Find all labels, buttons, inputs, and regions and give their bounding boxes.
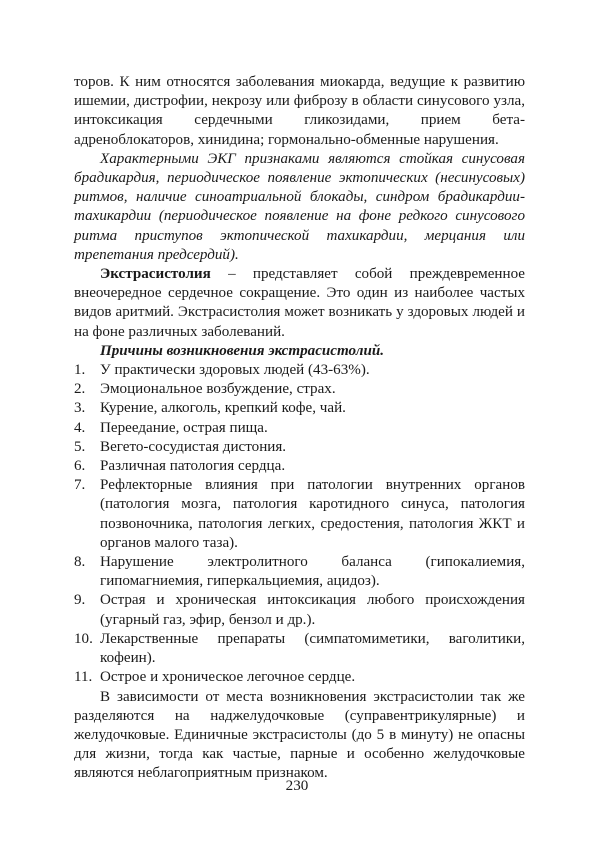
list-item-number: 4. — [74, 419, 86, 436]
definition-text: – представляет собой преждевременное внеочередное сердечное сокращение. Это один из наиболее частых видов аритмий. Экстрасистолия может возникать у здоровых людей и на фоне различных заболеваний. — [74, 266, 525, 340]
list-item-text: Курение, алкоголь, крепкий кофе, чай. — [100, 400, 346, 417]
list-item — [74, 668, 525, 687]
list-item-text: Острое и хроническое легочное сердце. — [100, 669, 356, 686]
list-item — [74, 419, 525, 438]
term-extrasystole: Экстрасистолия — [100, 266, 211, 283]
list-item — [74, 476, 525, 553]
list-item-text: Переедание, острая пища. — [100, 419, 268, 436]
list-item-number: 8. — [74, 554, 86, 571]
list-item-number: 7. — [74, 477, 86, 494]
list-item-text: У практически здоровых людей (43-63%). — [100, 362, 370, 379]
list-item — [74, 438, 525, 457]
list-item — [74, 553, 525, 591]
list-item-text: Лекарственные препараты (симпатомиметики, ваголитики, кофеин). — [100, 630, 525, 667]
section-heading-causes: Причины возникновения экстрасистолий. — [100, 342, 385, 359]
paragraph-classification: В зависимости от места возникновения экстрасистолии так же разделяются на наджелудочковые (суправентрикулярные) и желудочковые. Единичные экстрасистолы (до 5 в минуту) не опасны для жизни, тогда как частые, парные и особенно желудочковые являются неблагоприятным признаком. — [74, 688, 525, 782]
page-number: 230 — [285, 778, 309, 794]
list-item — [74, 399, 525, 418]
paragraph-extrasystole-definition — [74, 265, 525, 342]
list-item-number: 1. — [74, 362, 86, 379]
paragraph-ecg-signs: Характерными ЭКГ признаками являются стойкая синусовая брадикардия, периодическое появление эктопических (несинусовых) ритмов, наличие синоатриальной блокады, синдром брадикардии-тахикардии (периодическое появление на фоне редкого синусового ритма приступов эктопической тахикардии, мерцания или трепетания предсердий). — [74, 150, 525, 263]
list-item-number: 5. — [74, 438, 86, 455]
list-item-text: Нарушение электролитного баланса (гипокалиемия, гипомагниемия, гиперкальциемия, ацидоз). — [100, 554, 525, 590]
list-item-number: 9. — [74, 592, 86, 609]
list-item-text: Рефлекторные влияния при патологии внутренних органов (патология мозга, патология каротидного синуса, патология позвоночника, патология легких, средостения, патология ЖКТ и органов малого таза). — [100, 477, 525, 551]
list-item-text: Острая и хроническая интоксикация любого происхождения (угарный газ, эфир, бензол и др.). — [100, 592, 525, 628]
list-item-text: Вегето-сосудистая дистония. — [100, 438, 287, 455]
list-item — [74, 380, 525, 399]
list-item-number: 11. — [74, 669, 93, 686]
list-item — [74, 457, 525, 476]
page-body — [74, 73, 525, 784]
list-item — [74, 361, 525, 380]
list-item — [74, 630, 525, 668]
list-item — [74, 591, 525, 629]
list-item-number: 3. — [74, 400, 86, 417]
list-item-number: 6. — [74, 458, 86, 475]
paragraph-continuation: торов. К ним относятся заболевания миокарда, ведущие к развитию ишемии, дистрофии, некрозу или фиброзу в области синусового узла, интоксикация сердечными гликозидами, прием бета-адреноблокаторов, хинидина; гормонально-обменные нарушения. — [74, 74, 525, 148]
list-item-text: Эмоциональное возбуждение, страх. — [100, 381, 336, 398]
list-item-text: Различная патология сердца. — [100, 458, 286, 475]
list-item-number: 10. — [74, 630, 93, 647]
causes-list — [74, 361, 525, 687]
list-item-number: 2. — [74, 381, 86, 398]
